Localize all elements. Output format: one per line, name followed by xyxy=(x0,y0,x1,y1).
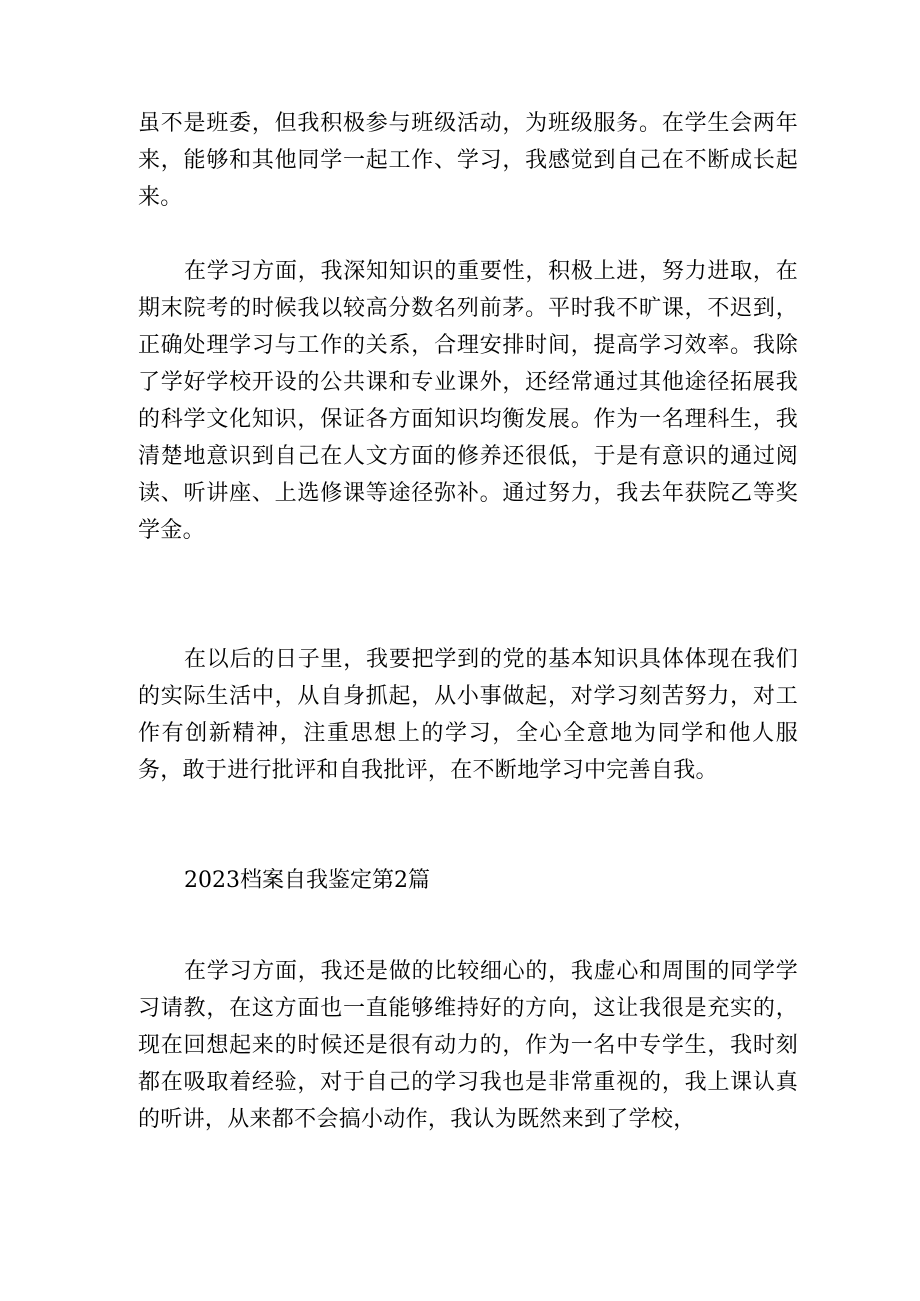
section-heading: 2023档案自我鉴定第2篇 xyxy=(184,868,430,893)
paragraph-study-achievements: 在学习方面，我深知知识的重要性，积极上进，努力进取，在期末院考的时候我以较高分数名列前茅。平时我不旷课，不迟到，正确处理学习与工作的关系，合理安排时间，提高学习效率。我除了学好学校开设的公共课和专业课外，还经常通过其他途径拓展我的科学文化知识，保证各方面知识均衡发展。作为一名理科生，我清楚地意识到自己在人文方面的修养还很低，于是有意识的通过阅读、听讲座、上选修课等途径弥补。通过努力，我去年获院乙等奖学金。 xyxy=(138,259,798,543)
paragraph-class-activities: 虽不是班委，但我积极参与班级活动，为班级服务。在学生会两年来，能够和其他同学一起工作、学习，我感觉到自己在不断成长起来。 xyxy=(138,111,798,210)
paragraph-section2-study: 在学习方面，我还是做的比较细心的，我虚心和周围的同学学习请教，在这方面也一直能够维持好的方向，这让我很是充实的，现在回想起来的时候还是很有动力的，作为一名中专学生，我时刻都在吸取着经验，对于自己的学习我也是非常重视的，我上课认真的听讲，从来都不会搞小动作，我认为既然来到了学校， xyxy=(138,959,798,1132)
paragraph-future-plans: 在以后的日子里，我要把学到的党的基本知识具体体现在我们的实际生活中，从自身抓起，从小事做起，对学习刻苦努力，对工作有创新精神，注重思想上的学习，全心全意地为同学和他人服务，敢于进行批评和自我批评，在不断地学习中完善自我。 xyxy=(138,647,798,783)
